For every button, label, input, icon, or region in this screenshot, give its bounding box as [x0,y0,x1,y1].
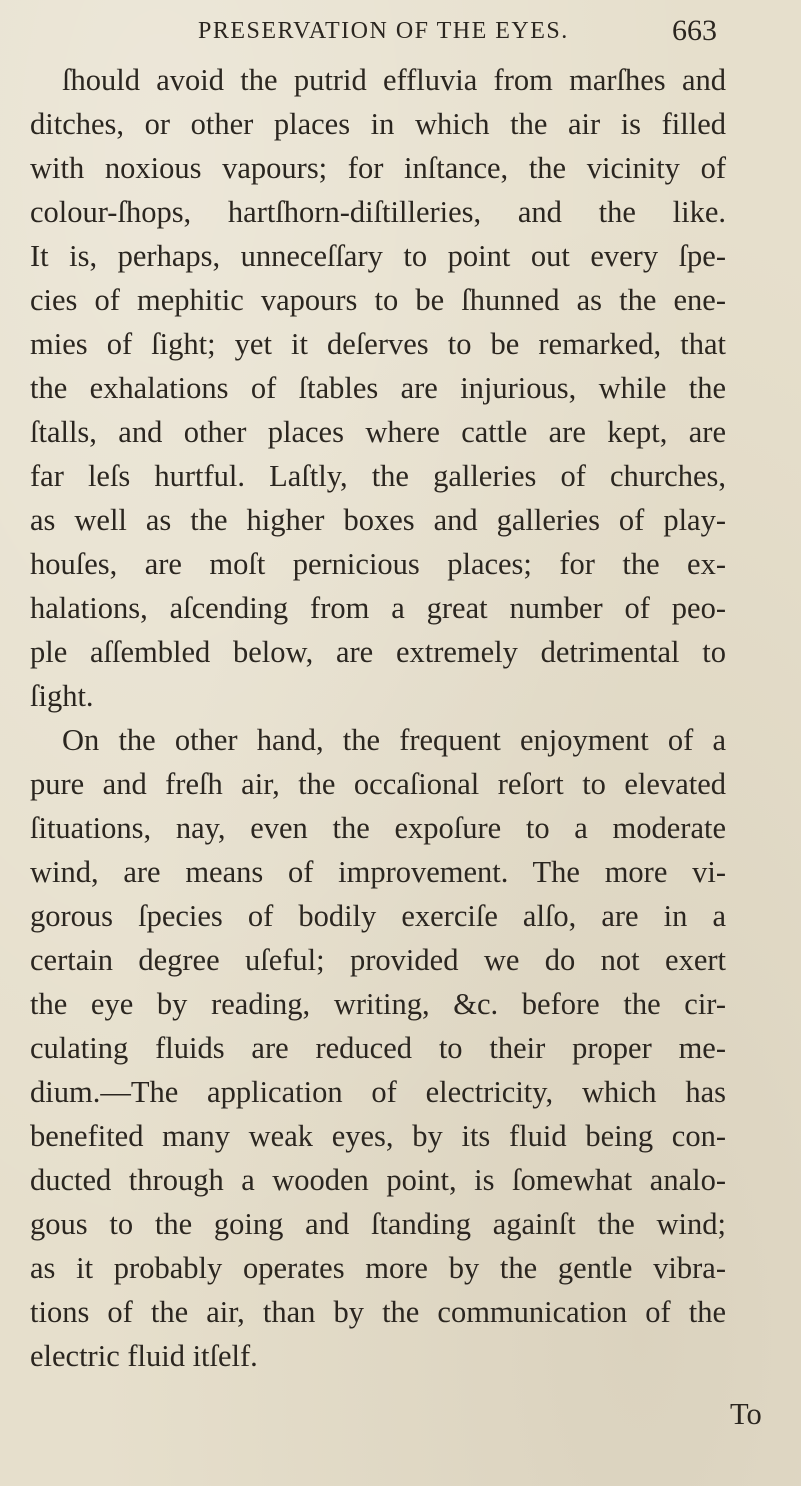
text-line: colour-ſhops, hartſhorn-diſtilleries, and the like. [30,195,726,229]
text-line: ſhould avoid the putrid effluvia from marſhes and [62,63,726,97]
text-line: ſight. [30,679,94,713]
text-line: wind, are means of improvement. The more vi- [30,855,726,889]
text-line: houſes, are moſt pernicious places; for the ex- [30,547,726,581]
text-line: the eye by reading, writing, &c. before the cir- [30,987,726,1021]
text-line: electric fluid itſelf. [30,1339,258,1373]
text-line: On the other hand, the frequent enjoyment of a [62,723,726,757]
text-line: dium.—The application of electricity, which has [30,1075,726,1109]
running-head [0,14,801,54]
text-line: pure and freſh air, the occaſional reſort to elevated [30,767,726,801]
text-line: mies of ſight; yet it deſerves to be remarked, that [30,327,726,361]
text-line: the exhalations of ſtables are injurious, while the [30,371,726,405]
text-line: as it probably operates more by the gentle vibra- [30,1251,726,1285]
catchword: To [730,1397,762,1431]
text-line: benefited many weak eyes, by its fluid being con- [30,1119,726,1153]
text-line: halations, aſcending from a great number of peo- [30,591,726,625]
text-line: far leſs hurtful. Laſtly, the galleries of churches, [30,459,726,493]
text-line: gorous ſpecies of bodily exerciſe alſo, are in a [30,899,726,933]
text-line: ple aſſembled below, are extremely detrimental to [30,635,726,669]
running-title: PRESERVATION OF THE EYES. [198,18,569,44]
text-line: as well as the higher boxes and galleries of play- [30,503,726,537]
text-line: It is, perhaps, unneceſſary to point out every ſpe- [30,239,726,273]
text-line: ditches, or other places in which the air is filled [30,107,726,141]
page-number: 663 [672,14,717,47]
text-line: cies of mephitic vapours to be ſhunned as the ene- [30,283,726,317]
text-line: tions of the air, than by the communication of the [30,1295,726,1329]
text-line: ſtalls, and other places where cattle are kept, are [30,415,726,449]
text-line: ducted through a wooden point, is ſomewhat analo- [30,1163,726,1197]
text-line: with noxious vapours; for inſtance, the vicinity of [30,151,726,185]
text-line: certain degree uſeful; provided we do not exert [30,943,726,977]
text-line: gous to the going and ſtanding againſt the wind; [30,1207,726,1241]
text-line: ſituations, nay, even the expoſure to a moderate [30,811,726,845]
text-line: culating fluids are reduced to their proper me- [30,1031,726,1065]
